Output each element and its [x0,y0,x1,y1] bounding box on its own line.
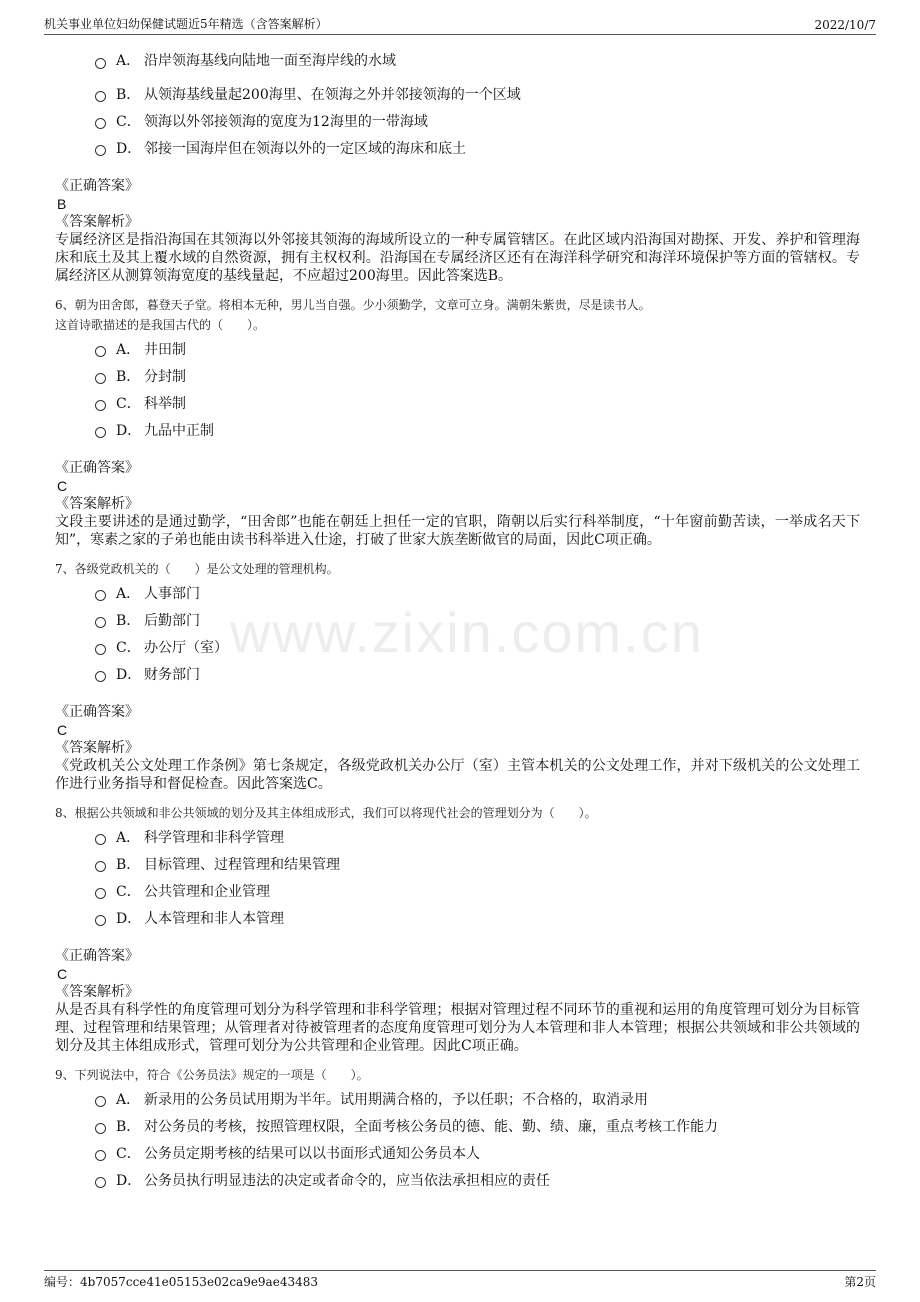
document-date: 2022/10/7 [814,18,876,32]
q8-explanation: 从是否具有科学性的角度管理可划分为科学管理和非科学管理；根据对管理过程不同环节的重视和运用的角度管理可划分为目标管理、过程管理和结果管理；从管理者对待被管理者的态度角度管理可划分为人本管理和非人本管理；根据公共领域和非公共领域的划分及其主体组成形式，管理可划分为公共管理和企业管理。因此C项正确。 [55,1002,860,1054]
q8-options [95,823,860,931]
radio-icon[interactable] [95,1123,106,1134]
radio-icon[interactable] [95,644,106,655]
q8-option-c[interactable]: C． 公共管理和企业管理 [95,877,860,904]
explanation-label: 《答案解析》 [55,496,139,512]
radio-icon[interactable] [95,400,106,411]
q8-option-d[interactable]: D． 人本管理和非人本管理 [95,904,860,931]
q7-answer-block [55,703,860,793]
document-id: 编号：4b7057cce41e05153e02ca9e9ae43483 [44,1275,318,1289]
q6-answer: C [57,478,68,494]
radio-icon[interactable] [95,590,106,601]
radio-icon[interactable] [95,58,106,69]
radio-icon[interactable] [95,861,106,872]
q5-answer-block [55,177,860,285]
radio-icon[interactable] [95,427,106,438]
q5-option-a[interactable]: A． 沿岸领海基线向陆地一面至海岸线的水域 [95,40,860,80]
q9-options [95,1085,860,1193]
correct-answer-label: 《正确答案》 [55,178,139,194]
page-number: 第2页 [844,1275,876,1289]
q5-options [95,40,860,161]
q8-answer-block [55,947,860,1055]
q9-option-c[interactable]: C． 公务员定期考核的结果可以以书面形式通知公务员本人 [95,1139,860,1166]
q6-answer-block [55,459,860,549]
q9-stem: 9、下列说法中，符合《公务员法》规定的一项是（ ）。 [55,1068,369,1082]
q8-stem: 8、根据公共领域和非公共领域的划分及其主体组成形式，我们可以将现代社会的管理划分为（ ）。 [55,806,597,820]
correct-answer-label: 《正确答案》 [55,460,139,476]
q7-options [95,579,860,687]
q6-stem: 6、朝为田舍郎，暮登天子堂。将相本无种，男儿当自强。少小须勤学，文章可立身。满朝朱紫贵，尽是读书人。 这首诗歌描述的是我国古代的（ ）。 [55,298,651,332]
q7-option-b[interactable]: B． 后勤部门 [95,606,860,633]
radio-icon[interactable] [95,91,106,102]
q9-option-b[interactable]: B． 对公务员的考核，按照管理权限，全面考核公务员的德、能、勤、绩、廉，重点考核工作能力 [95,1112,860,1139]
correct-answer-label: 《正确答案》 [55,704,139,720]
q6-option-a[interactable]: A． 井田制 [95,335,860,362]
page-footer [44,1270,876,1295]
document-title: 机关事业单位妇幼保健试题近5年精选（含答案解析） [44,17,328,31]
radio-icon[interactable] [95,915,106,926]
radio-icon[interactable] [95,834,106,845]
radio-icon[interactable] [95,373,106,384]
explanation-label: 《答案解析》 [55,984,139,1000]
q5-explanation: 专属经济区是指沿海国在其领海以外邻接其领海的海域所设立的一种专属管辖区。在此区域内沿海国对勘探、开发、养护和管理海床和底土及其上覆水域的自然资源，拥有主权权利。沿海国在专属经济区还有在海洋科学研究和海洋环境保护等方面的管辖权。专属经济区从测算领海宽度的基线量起，不应超过200海里。因此答案选B。 [55,232,860,284]
q5-answer: B [57,196,67,212]
radio-icon[interactable] [95,118,106,129]
q9-option-a[interactable]: A． 新录用的公务员试用期为半年。试用期满合格的，予以任职；不合格的，取消录用 [95,1085,860,1112]
radio-icon[interactable] [95,346,106,357]
radio-icon[interactable] [95,617,106,628]
q5-option-d[interactable]: D． 邻接一国海岸但在领海以外的一定区域的海床和底土 [95,134,860,161]
q6-option-c[interactable]: C． 科举制 [95,389,860,416]
q6-explanation: 文段主要讲述的是通过勤学，“田舍郎”也能在朝廷上担任一定的官职，隋朝以后实行科举制度，“十年窗前勤苦读，一举成名天下知”，寒素之家的子弟也能由读书科举进入仕途，打破了世家大族垄断做官的局面，因此C项正确。 [55,514,860,548]
q7-option-a[interactable]: A． 人事部门 [95,579,860,606]
watermark: www.zixin.com.cn [230,601,704,664]
explanation-label: 《答案解析》 [55,740,139,756]
question-list [55,40,860,1193]
explanation-label: 《答案解析》 [55,214,139,230]
radio-icon[interactable] [95,1150,106,1161]
q8-answer: C [57,966,68,982]
q7-answer: C [57,722,68,738]
correct-answer-label: 《正确答案》 [55,948,139,964]
radio-icon[interactable] [95,888,106,899]
q7-stem: 7、各级党政机关的（ ）是公文处理的管理机构。 [55,562,339,576]
q8-option-b[interactable]: B． 目标管理、过程管理和结果管理 [95,850,860,877]
q6-options [95,335,860,443]
q5-option-c[interactable]: C． 领海以外邻接领海的宽度为12海里的一带海域 [95,107,860,134]
q8-option-a[interactable]: A． 科学管理和非科学管理 [95,823,860,850]
radio-icon[interactable] [95,145,106,156]
q5-option-b[interactable]: B． 从领海基线量起200海里、在领海之外并邻接领海的一个区域 [95,80,860,107]
radio-icon[interactable] [95,671,106,682]
q7-option-c[interactable]: C． 办公厅（室） [95,633,860,660]
radio-icon[interactable] [95,1096,106,1107]
radio-icon[interactable] [95,1177,106,1188]
q9-option-d[interactable]: D． 公务员执行明显违法的决定或者命令的，应当依法承担相应的责任 [95,1166,860,1193]
q7-explanation: 《党政机关公文处理工作条例》第七条规定，各级党政机关办公厅（室）主管本机关的公文处理工作，并对下级机关的公文处理工作进行业务指导和督促检查。因此答案选C。 [55,758,860,792]
q7-option-d[interactable]: D． 财务部门 [95,660,860,687]
page-header [44,10,876,35]
q6-option-b[interactable]: B． 分封制 [95,362,860,389]
q6-option-d[interactable]: D． 九品中正制 [95,416,860,443]
